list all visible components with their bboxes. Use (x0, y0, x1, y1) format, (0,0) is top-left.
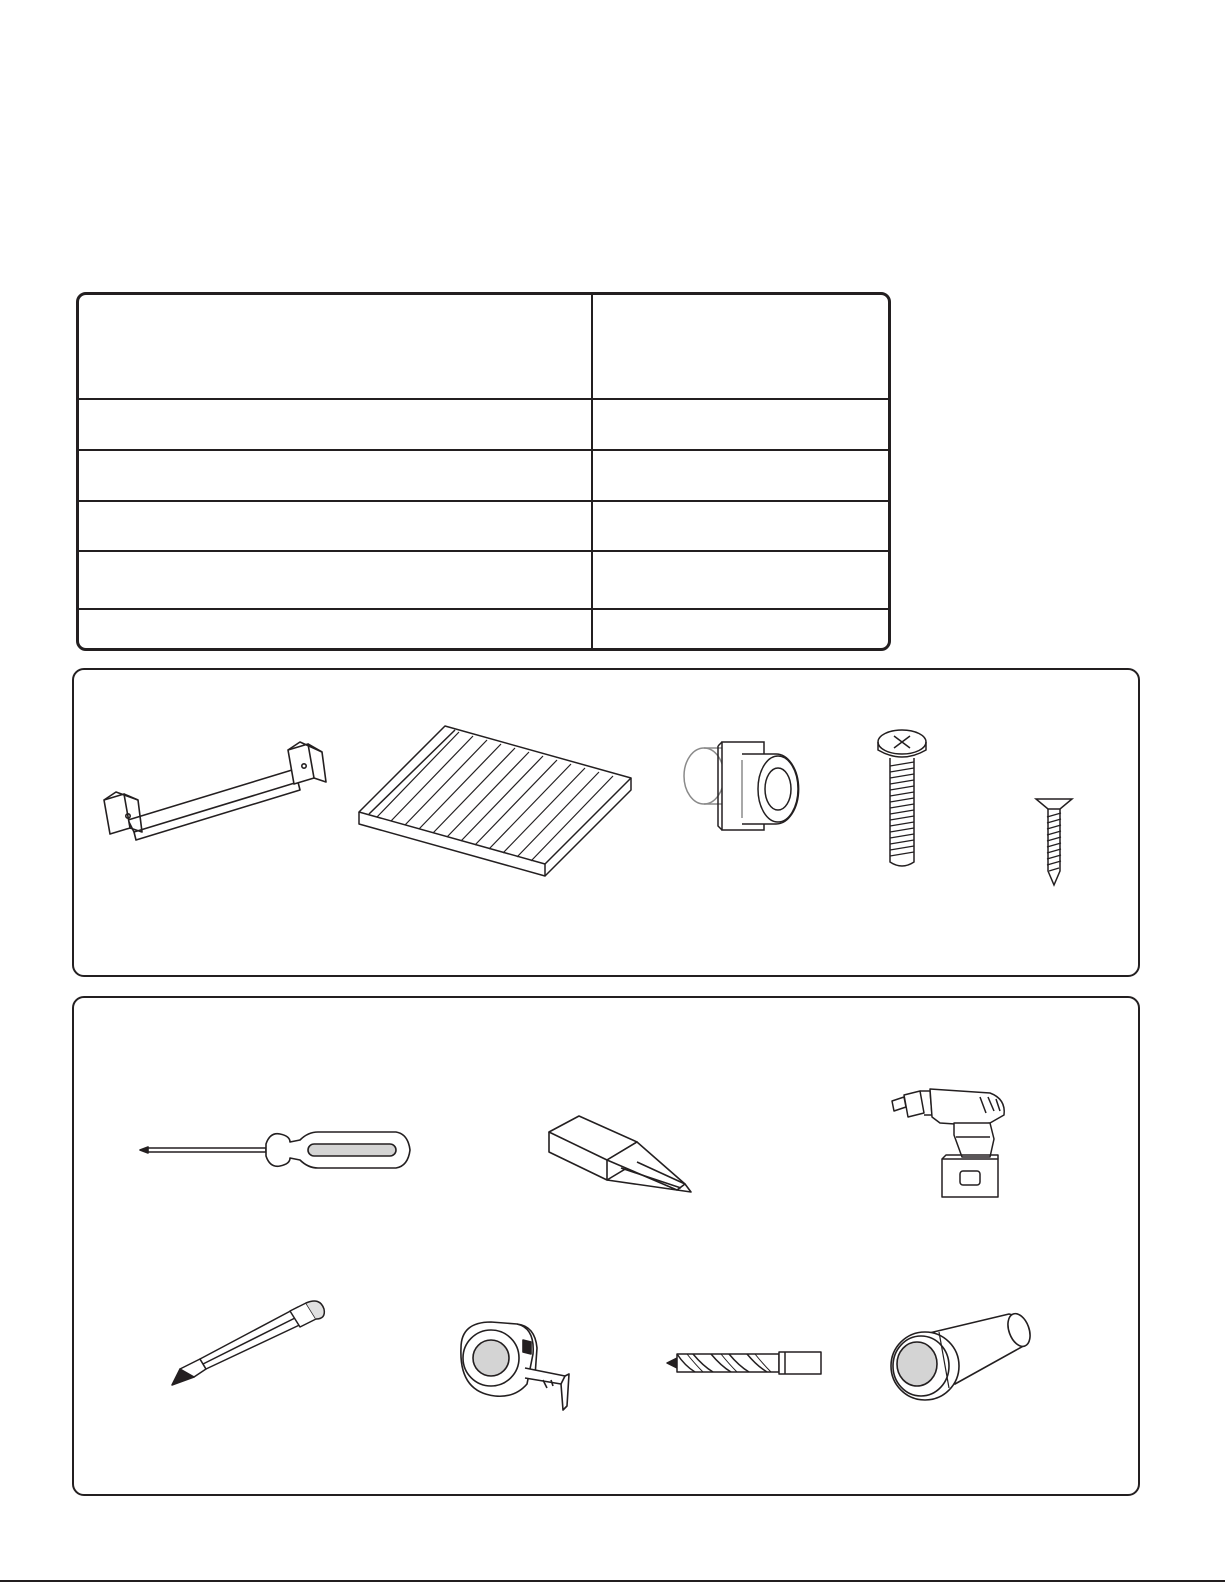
machine-screw-icon (872, 728, 932, 873)
table-cell (593, 610, 888, 648)
flashlight-icon (885, 1310, 1035, 1405)
table-cell (593, 502, 888, 550)
table-cell (79, 552, 591, 608)
spacer-bushing-icon (680, 738, 805, 838)
table-cell (79, 610, 591, 648)
page-bottom-rule (0, 1580, 1225, 1582)
grill-rack-icon (355, 722, 635, 872)
table-cell (593, 451, 888, 500)
drill-bit-icon (665, 1348, 825, 1378)
table-cell (593, 400, 888, 449)
phillips-bit-icon (545, 1112, 700, 1212)
table-header-cell (593, 295, 888, 398)
cordless-drill-icon (890, 1085, 1040, 1210)
wood-screw-icon (1034, 795, 1074, 890)
handle-bar-icon (100, 740, 330, 850)
table-cell (79, 502, 591, 550)
screwdriver-icon (138, 1128, 413, 1173)
table-cell (79, 400, 591, 449)
table-cell (593, 552, 888, 608)
parts-table (76, 292, 891, 651)
table-header-cell (79, 295, 591, 398)
tape-measure-icon (455, 1318, 580, 1418)
table-cell (79, 451, 591, 500)
tools-panel (72, 996, 1140, 1496)
pencil-icon (170, 1297, 330, 1389)
